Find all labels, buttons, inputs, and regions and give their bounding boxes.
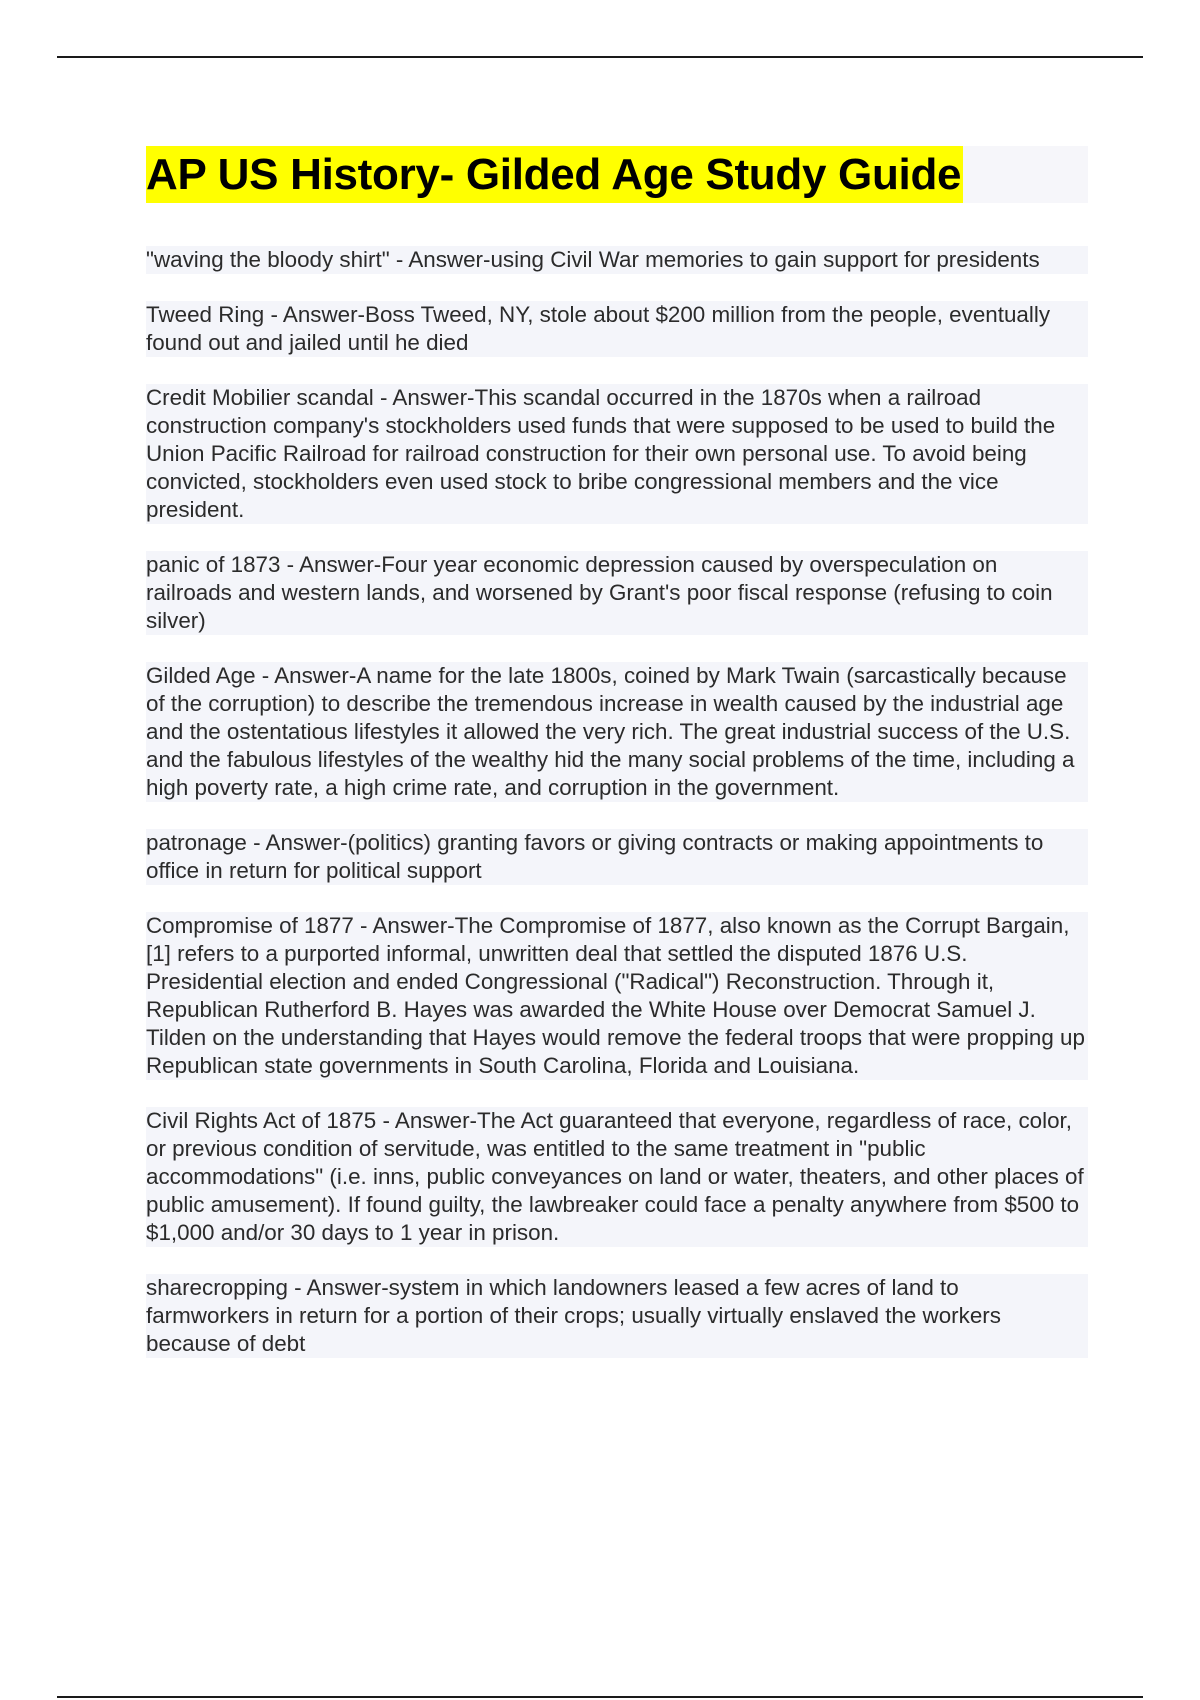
- list-item: Gilded Age - Answer-A name for the late 1800s, coined by Mark Twain (sarcastically because of the corruption) to describe the tremendous increase in wealth caused by the industrial age and the ostentatious lifestyles it allowed the very rich. The great industrial success of the U.S. and the fabulous lifestyles of the wealthy hid the many social problems of the time, including a high poverty rate, a high crime rate, and corruption in the government.: [146, 662, 1088, 802]
- title-block: [146, 146, 1088, 203]
- list-item: "waving the bloody shirt" - Answer-using Civil War memories to gain support for presidents: [146, 246, 1088, 274]
- entry-list: [146, 246, 1088, 1358]
- list-item: patronage - Answer-(politics) granting favors or giving contracts or making appointments to office in return for political support: [146, 829, 1088, 885]
- list-item: panic of 1873 - Answer-Four year economic depression caused by overspeculation on railroads and western lands, and worsened by Grant's poor fiscal response (refusing to coin silver): [146, 551, 1088, 635]
- list-item: Credit Mobilier scandal - Answer-This scandal occurred in the 1870s when a railroad construction company's stockholders used funds that were supposed to be used to build the Union Pacific Railroad for railroad construction for their own personal use. To avoid being convicted, stockholders even used stock to bribe congressional members and the vice president.: [146, 384, 1088, 524]
- list-item: Tweed Ring - Answer-Boss Tweed, NY, stole about $200 million from the people, eventually found out and jailed until he died: [146, 301, 1088, 357]
- list-item: Civil Rights Act of 1875 - Answer-The Act guaranteed that everyone, regardless of race, color, or previous condition of servitude, was entitled to the same treatment in "public accommodations" (i.e. inns, public conveyances on land or water, theaters, and other places of public amusement). If found guilty, the lawbreaker could face a penalty anywhere from $500 to $1,000 and/or 30 days to 1 year in prison.: [146, 1107, 1088, 1247]
- top-rule: [57, 56, 1143, 58]
- bottom-rule: [57, 1696, 1143, 1698]
- list-item: sharecropping - Answer-system in which landowners leased a few acres of land to farmworkers in return for a portion of their crops; usually virtually enslaved the workers because of debt: [146, 1274, 1088, 1358]
- document-body: [146, 146, 1088, 1385]
- page-title: AP US History- Gilded Age Study Guide: [146, 146, 963, 203]
- list-item: Compromise of 1877 - Answer-The Compromise of 1877, also known as the Corrupt Bargain,[1] refers to a purported informal, unwritten deal that settled the disputed 1876 U.S. Presidential election and ended Congressional ("Radical") Reconstruction. Through it, Republican Rutherford B. Hayes was awarded the White House over Democrat Samuel J. Tilden on the understanding that Hayes would remove the federal troops that were propping up Republican state governments in South Carolina, Florida and Louisiana.: [146, 912, 1088, 1080]
